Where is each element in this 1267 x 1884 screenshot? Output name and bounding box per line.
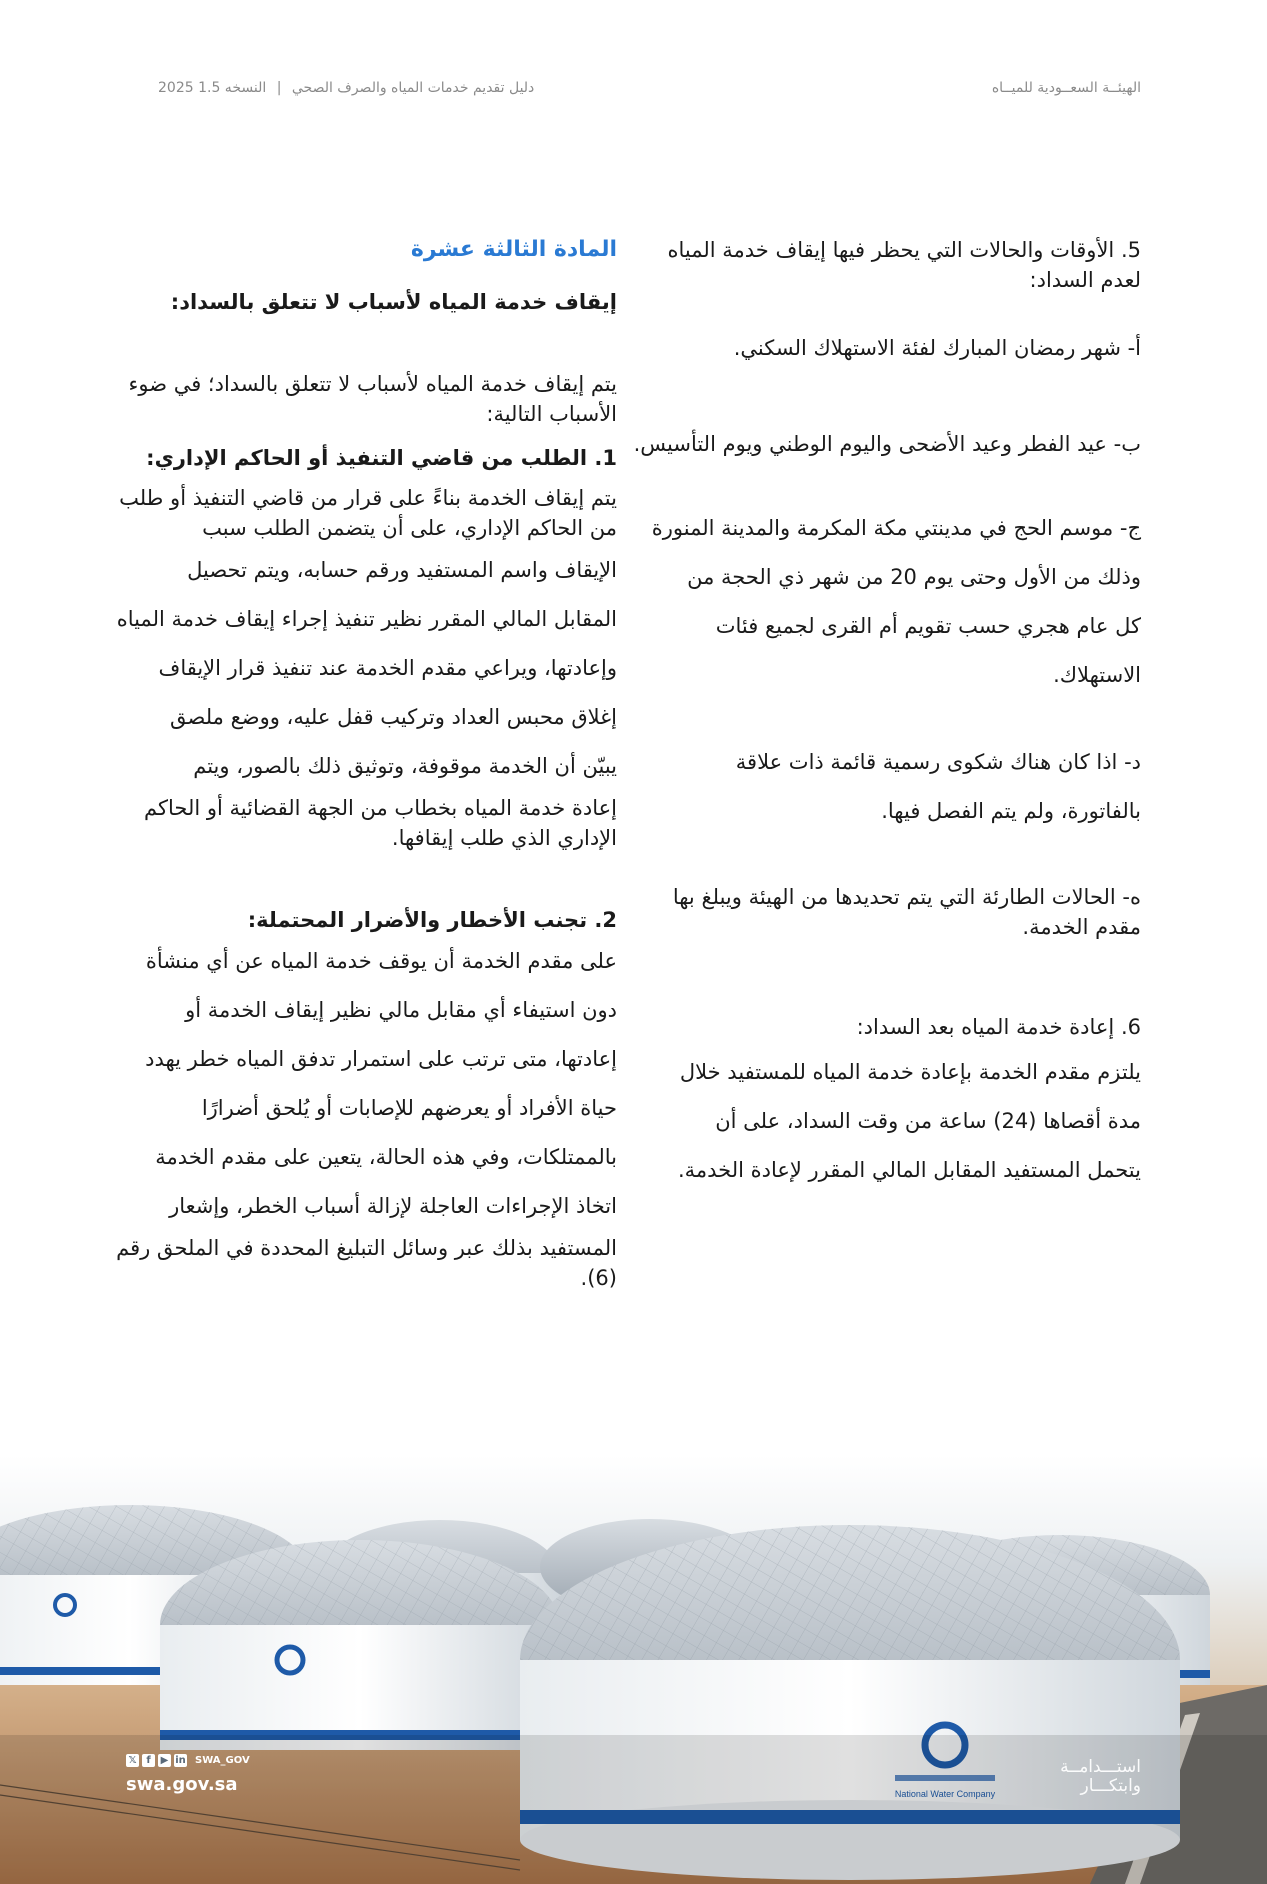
item6-heading: 6. إعادة خدمة المياه بعد السداد: xyxy=(856,1015,1141,1039)
section1-heading: 1. الطلب من قاضي التنفيذ أو الحاكم الإداري: xyxy=(146,446,617,470)
header-separator: | xyxy=(276,80,282,96)
website-url[interactable]: swa.gov.sa xyxy=(126,1774,238,1795)
tank-logo-text: National Water Company xyxy=(894,1789,996,1799)
section2-line: إعادتها، متى ترتب على استمرار تدفق المياه خطر يهدد xyxy=(145,1047,617,1071)
item-c-line: وذلك من الأول وحتى يوم 20 من شهر ذي الحجة من xyxy=(687,565,1141,589)
section2-body xyxy=(97,937,617,1231)
section1-body xyxy=(97,546,617,791)
item-a: أ- شهر رمضان المبارك لفئة الاستهلاك السكني. xyxy=(733,336,1141,360)
section2-line: حياة الأفراد أو يعرضهم للإصابات أو يُلحق أضرارًا xyxy=(201,1096,617,1120)
item-b: ب- عيد الفطر وعيد الأضحى واليوم الوطني ويوم التأسيس. xyxy=(633,432,1141,456)
youtube-icon[interactable]: ▶ xyxy=(158,1754,171,1767)
section2-last: المستفيد بذلك عبر وسائل التبليغ المحددة في الملحق رقم (6). xyxy=(116,1236,617,1290)
section1-line: الإيقاف واسم المستفيد ورقم حسابه، ويتم تحصيل xyxy=(187,558,617,582)
item-e: ه- الحالات الطارئة التي يتم تحديدها من الهيئة ويبلغ بها مقدم الخدمة. xyxy=(672,885,1141,939)
item-d-line: بالفاتورة، ولم يتم الفصل فيها. xyxy=(881,799,1141,823)
slogan-line-2: وابتكـــار xyxy=(1080,1776,1141,1796)
water-storage-tanks-photo xyxy=(0,1455,1267,1884)
section2-line: بالممتلكات، وفي هذه الحالة، يتعين على مقدم الخدمة xyxy=(155,1145,617,1169)
doc-version: النسخه 1.5 2025 xyxy=(158,80,267,96)
item6-body xyxy=(621,1048,1141,1195)
item-c xyxy=(621,504,1141,700)
section2-line: اتخاذ الإجراءات العاجلة لإزالة أسباب الخطر، وإشعار xyxy=(169,1194,617,1218)
section1-line: وإعادتها، ويراعي مقدم الخدمة عند تنفيذ قرار الإيقاف xyxy=(158,656,617,680)
social-handle: SWA_GOV xyxy=(195,1755,250,1766)
section1-line: إغلاق محبس العداد وتركيب قفل عليه، ووضع ملصق xyxy=(169,705,617,729)
right-column xyxy=(621,235,1141,1195)
article-intro: يتم إيقاف خدمة المياه لأسباب لا تتعلق بالسداد؛ في ضوء الأسباب التالية: xyxy=(128,372,617,426)
item6-line: يلتزم مقدم الخدمة بإعادة خدمة المياه للمستفيد خلال xyxy=(679,1060,1141,1084)
section2-line: دون استيفاء أي مقابل مالي نظير إيقاف الخدمة أو xyxy=(185,998,617,1022)
facebook-icon[interactable]: f xyxy=(142,1754,155,1767)
section1-first: يتم إيقاف الخدمة بناءً على قرار من قاضي التنفيذ أو طلب من الحاكم الإداري، على أن يتضمن الطلب سبب xyxy=(119,486,617,540)
article-title: المادة الثالثة عشرة xyxy=(410,237,617,262)
article-subtitle: إيقاف خدمة المياه لأسباب لا تتعلق بالسداد: xyxy=(170,290,617,314)
item6-line: يتحمل المستفيد المقابل المالي المقرر لإعادة الخدمة. xyxy=(677,1158,1141,1182)
slogan-line-1: استـــدامــة xyxy=(1060,1757,1141,1777)
item5-heading: 5. الأوقات والحالات التي يحظر فيها إيقاف خدمة المياه لعدم السداد: xyxy=(667,238,1141,292)
left-column xyxy=(97,235,617,1293)
section2-line: على مقدم الخدمة أن يوقف خدمة المياه عن أي منشأة xyxy=(145,949,617,973)
section1-line: المقابل المالي المقرر نظير تنفيذ إجراء إيقاف خدمة المياه xyxy=(116,607,617,631)
item-c-line: كل عام هجري حسب تقويم أم القرى لجميع فئات xyxy=(715,614,1141,638)
section1-last: إعادة خدمة المياه بخطاب من الجهة القضائية أو الحاكم الإداري الذي طلب إيقافها. xyxy=(144,796,617,850)
item-c-line: الاستهلاك. xyxy=(1053,663,1141,687)
slogan xyxy=(1060,1758,1141,1796)
linkedin-icon[interactable]: in xyxy=(175,1755,186,1766)
item-d xyxy=(621,738,1141,836)
doc-title: دليل تقديم خدمات المياه والصرف الصحي xyxy=(291,80,535,96)
item-d-line: د- اذا كان هناك شكوى رسمية قائمة ذات علاقة xyxy=(735,750,1141,774)
x-icon[interactable]: 𝕏 xyxy=(126,1754,139,1767)
item6-line: مدة أقصاها (24) ساعة من وقت السداد، على أن xyxy=(715,1109,1141,1133)
social-links xyxy=(126,1754,250,1767)
item-c-line: ج- موسم الحج في مدينتي مكة المكرمة والمدينة المنورة xyxy=(651,516,1141,540)
section2-heading: 2. تجنب الأخطار والأضرار المحتملة: xyxy=(247,908,617,932)
org-name-header: الهيئــة السعــودية للميــاه xyxy=(991,80,1141,96)
section1-line: يبيّن أن الخدمة موقوفة، وتوثيق ذلك بالصور، ويتم xyxy=(193,754,617,778)
doc-title-header xyxy=(158,80,534,96)
